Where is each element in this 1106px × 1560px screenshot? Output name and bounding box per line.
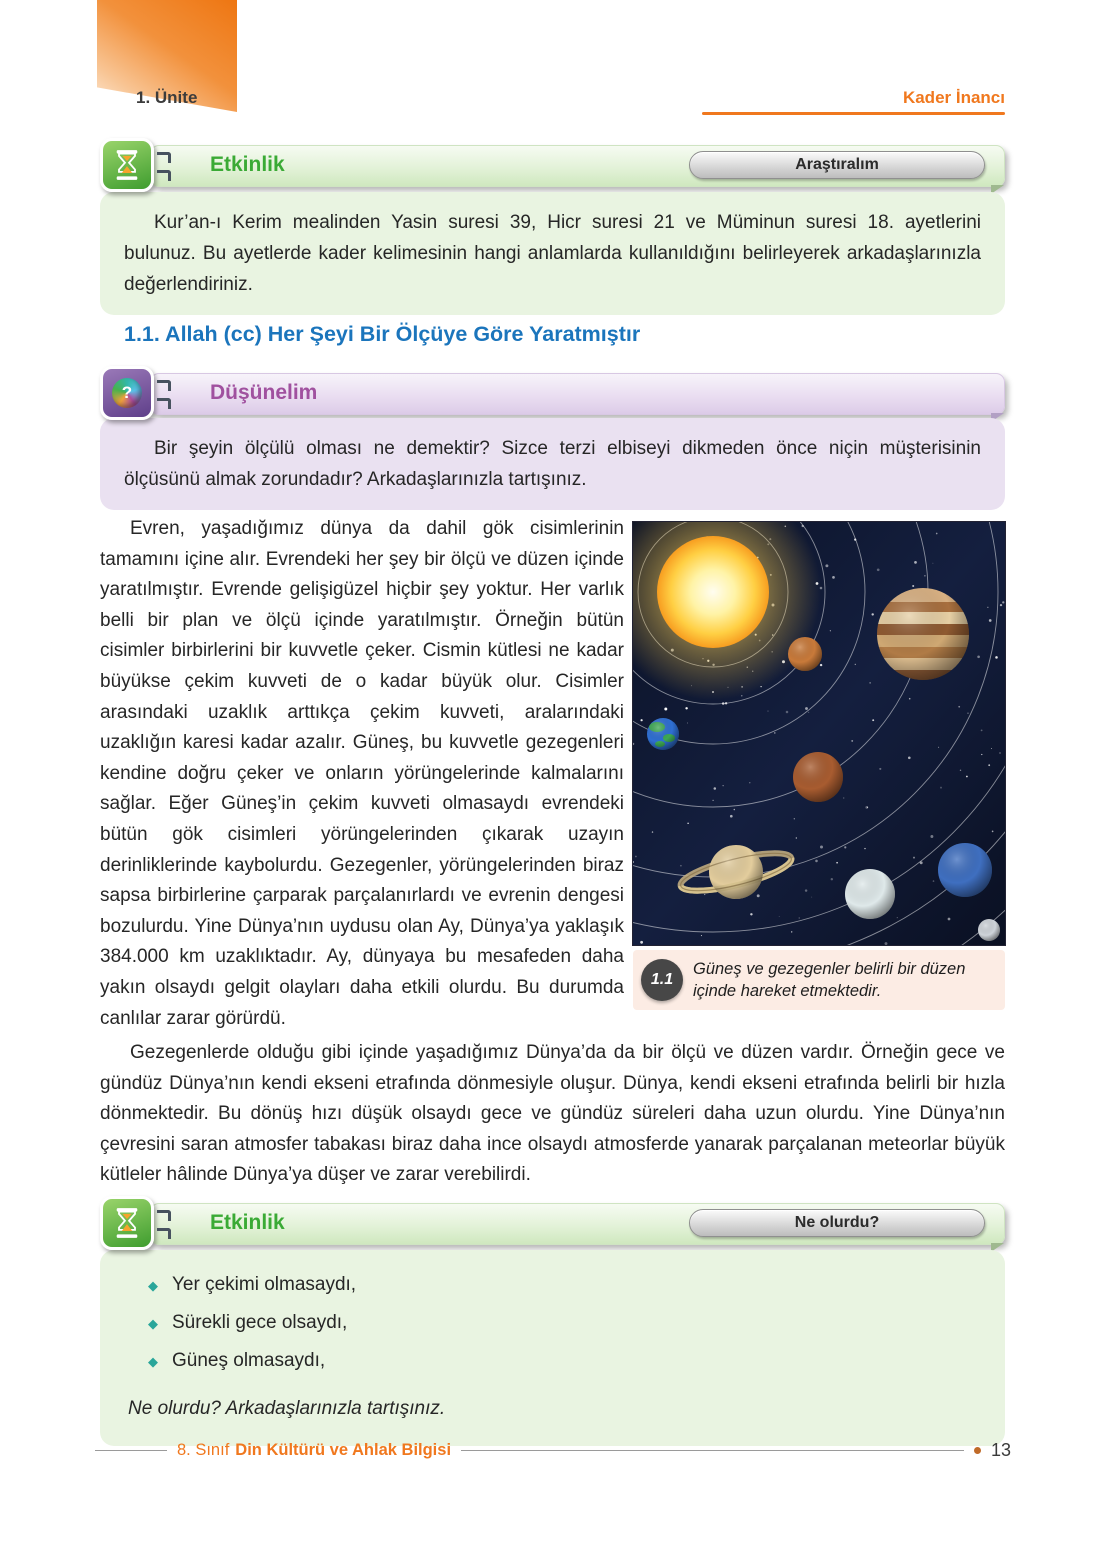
footer-rule-left bbox=[95, 1450, 167, 1451]
think-text: Bir şeyin ölçülü olması ne demektir? Sizce terzi elbiseyi dikmeden önce niçin müşterisinin ölçüsünü almak zorundadır? Arkadaşlarınızla tartışınız. bbox=[124, 438, 981, 490]
think-banner bbox=[100, 366, 1005, 420]
banner-clamp-decoration bbox=[157, 152, 171, 181]
activity-banner-2 bbox=[100, 1196, 1005, 1250]
diamond-bullet-icon: ◆ bbox=[148, 1278, 158, 1293]
solar-system-illustration bbox=[633, 522, 1005, 945]
diamond-bullet-icon: ◆ bbox=[148, 1316, 158, 1331]
activity-banner-title: Etkinlik bbox=[210, 1211, 285, 1234]
think-box bbox=[100, 418, 1005, 510]
footer-rule-right bbox=[461, 1450, 964, 1451]
activity-closing-question: Ne olurdu? Arkadaşlarınızla tartışınız. bbox=[128, 1398, 446, 1419]
figure-number-badge: 1.1 bbox=[641, 959, 683, 1001]
activity-banner-1 bbox=[100, 138, 1005, 192]
list-item-text: Yer çekimi olmasaydı, bbox=[172, 1274, 357, 1295]
think-banner-title: Düşünelim bbox=[210, 381, 318, 404]
sun bbox=[657, 536, 769, 648]
figure-caption-text: Güneş ve gezegenler belirli bir düzen içinde hareket etmektedir. bbox=[693, 960, 966, 1000]
page-number: 13 bbox=[990, 1440, 1011, 1460]
list-item-text: Güneş olmasaydı, bbox=[172, 1350, 326, 1371]
page-footer bbox=[95, 1440, 1011, 1461]
think-globe-icon: ? bbox=[100, 366, 154, 420]
list-item-text: Sürekli gece olsaydı, bbox=[172, 1312, 348, 1333]
activity-banner-title: Etkinlik bbox=[210, 153, 285, 176]
unit-title: Kader İnancı bbox=[902, 88, 1005, 107]
figure-caption bbox=[633, 950, 1005, 1010]
banner-clamp-decoration bbox=[157, 380, 171, 409]
list-item bbox=[148, 1350, 977, 1372]
banner-clamp-decoration bbox=[157, 1210, 171, 1239]
footer-dot bbox=[974, 1447, 981, 1454]
footer-grade: 8. Sınıf bbox=[177, 1441, 230, 1459]
body-paragraph-1: Evren, yaşadığımız dünya da dahil gök cisimlerinin tamamını içine alır. Evrendeki her şey bir ölçü ve düzen içinde yaratılmıştır. Evrende gelişigüzel hiçbir şey yoktur. Her varlık belli bir plan ve ölçü içinde yaratılmıştır. Örneğin bütün cisimler birbirlerini bir kuvvetle çeker. Cismin kütlesi ne kadar büyükse çekim kuvveti de o kadar büyük olur. Cisimler arasındaki uzaklık arttıkça çekim kuvveti, aralarındaki uzaklığın karesi kadar azalır. Güneş, bu kuvvetle gezegenleri kendine doğru çeker ve onların yörüngelerinde kalmalarını sağlar. Eğer Güneş’in çekim kuvveti olmasaydı evrendeki bütün gök cisimleri yörüngelerinden çıkarak uzayın derinliklerinde kaybolurdu. Gezegenler, yörüngelerinden biraz sapsa birbirlerine çarparak parçalanırlardı ve evrenin dengesi bozulurdu. Yine Dünya’nın uydusu olan Ay, Dünya’ya yaklaşık 384.000 km uzaklıktadır. Ay, dünyaya bu mesafeden daha yakın olsaydı gelgit olayları daha etkili olurdu. Bu durumda canlılar zarar görürdü. bbox=[100, 518, 624, 1029]
solar-system-figure bbox=[633, 522, 1005, 945]
header-rule bbox=[702, 112, 1005, 115]
footer-book-title: Din Kültürü ve Ahlak Bilgisi bbox=[235, 1441, 452, 1459]
list-item bbox=[148, 1312, 977, 1334]
arastiralim-tag: Araştıralım bbox=[689, 151, 985, 179]
activity-2-box bbox=[100, 1250, 1005, 1446]
hourglass-icon bbox=[100, 138, 154, 192]
unit-label: 1. Ünite bbox=[136, 88, 198, 107]
ne-olurdu-tag: Ne olurdu? bbox=[689, 1209, 985, 1237]
activity-1-text: Kur’an-ı Kerim mealinden Yasin suresi 39, Hicr suresi 21 ve Müminun suresi 18. ayetlerini bulunuz. Bu ayetlerde kader kelimesinin hangi anlamlarda kullanıldığını belirleyerek arkadaşlarınızla değerlendiriniz. bbox=[124, 212, 981, 295]
list-item bbox=[148, 1274, 977, 1296]
hourglass-icon bbox=[100, 1196, 154, 1250]
diamond-bullet-icon: ◆ bbox=[148, 1354, 158, 1369]
section-heading: 1.1. Allah (cc) Her Şeyi Bir Ölçüye Göre Yaratmıştır bbox=[124, 322, 641, 346]
activity-1-box bbox=[100, 192, 1005, 315]
body-paragraph-2: Gezegenlerde olduğu gibi içinde yaşadığımız Dünya’da da bir ölçü ve düzen vardır. Örneğin gece ve gündüz Dünya’nın kendi ekseni etrafında dönmesiyle oluşur. Dünya, kendi ekseni etrafında belirli bir hızla dönmektedir. Bu dönüş hızı düşük olsaydı gece ve gündüz süreleri daha uzun olurdu. Yine Dünya’nın çevresini saran atmosfer tabakası biraz daha ince olsaydı atmosferde yanarak parçalanan meteorlar büyük kütleler hâlinde Dünya’ya düşer ve zarar verebilirdi. bbox=[100, 1042, 1005, 1186]
